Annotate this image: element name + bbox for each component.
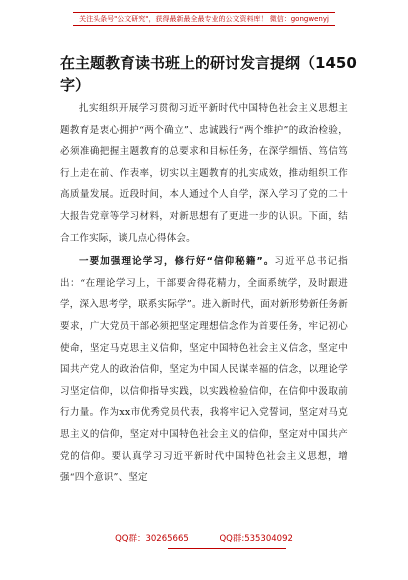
header-banner: 关注头条号"公文研究"，获得最新最全最专业的公文资料库！ 微信：gongwenyj	[73, 12, 335, 26]
footer-qq-group-1: QQ群：30265665	[115, 534, 189, 544]
document-body	[60, 98, 348, 489]
footer-qq-group-2: QQ群:535304092	[219, 534, 293, 544]
footer-qq-groups	[0, 532, 408, 544]
footer-underline	[168, 548, 286, 549]
paragraph-body-text: 习近平总书记指出：“在理论学习上，干部要舍得花精力，全面系统学，及时跟进学，深入思考学，联系实际学”。进入新时代，面对新形势新任务新要求，广大党员干部必须把坚定理想信念作为首要任务，牢记初心使命，坚定马克思主义信仰，坚定中国特色社会主义信念，坚定中国共产党人的政治信仰，坚定为中国人民谋幸福的信念，以理论学习坚定信仰，以信仰指导实践，以实践检验信仰，在信仰中汲取前行力量。作为xx市优秀党员代表，我将牢记入党誓词，坚定对马克思主义的信仰，坚定对中国特色社会主义的信仰，坚定对中国共产党的信仰。要认真学习习近平新时代中国特色社会主义思想，增强“四个意识”、坚定	[60, 256, 348, 484]
paragraph-lead-heading: 一要加强理论学习，修行好“信仰秘籍”。	[79, 256, 275, 268]
document-title: 在主题教育读书班上的研讨发言提纲（1450字）	[60, 54, 357, 94]
paragraph-theory-study	[60, 251, 348, 489]
paragraph-intro: 扎实组织开展学习贯彻习近平新时代中国特色社会主义思想主题教育是衷心拥护“两个确立”、忠诚践行“两个维护”的政治检验，必须准确把握主题教育的总要求和目标任务，在深学细悟、笃信笃行上走在前、作表率，切实以主题教育的扎实成效，推动组织工作高质量发展。近段时间，本人通过个人自学，深入学习了党的二十大报告党章等学习材料，对新思想有了更进一步的认识。下面，结合工作实际，谈几点心得体会。	[60, 103, 348, 244]
